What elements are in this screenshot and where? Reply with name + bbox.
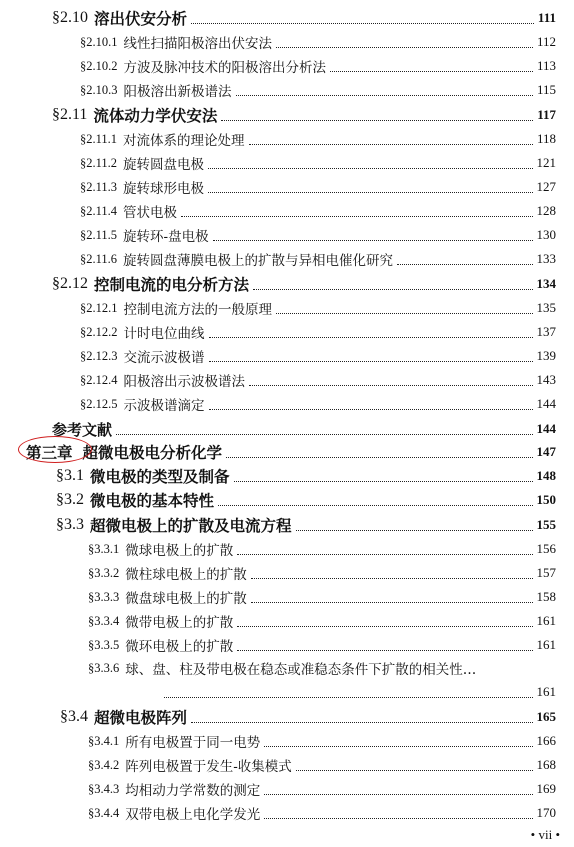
section-number: §3.3: [56, 516, 84, 533]
section-number: §3.4.3: [88, 781, 120, 796]
toc-entry: [0, 128, 556, 150]
toc-entry: [0, 730, 556, 752]
page-number: 111: [537, 10, 556, 25]
dot-leader: [218, 505, 532, 506]
page-number: 134: [536, 276, 556, 291]
section-number: §3.4.1: [88, 733, 120, 748]
entry-title: 所有电极置于同一电势: [125, 735, 261, 751]
section-number: §2.12.2: [80, 324, 118, 339]
entry-title: 溶出伏安分析: [94, 9, 188, 28]
entry-title: 旋转圆盘电极: [123, 157, 205, 173]
entry-title: 线性扫描阳极溶出伏安法: [123, 36, 272, 52]
toc-entry: [0, 681, 556, 703]
toc-entry: [0, 7, 556, 29]
page-number: 165: [536, 709, 556, 724]
section-number: §2.12: [52, 275, 88, 292]
entry-title: 管状电极: [123, 205, 178, 221]
chapter-label: 第三章: [22, 441, 77, 463]
section-number: §2.12.3: [80, 348, 118, 363]
section-number: §2.11.3: [80, 179, 118, 194]
section-number: §3.4: [60, 708, 88, 725]
dot-leader: [276, 47, 533, 48]
entry-title: 微电极的基本特性: [90, 491, 215, 510]
page-number: 166: [536, 733, 556, 748]
entry-title: 控制电流方法的一般原理: [123, 302, 272, 318]
toc-entry: [0, 55, 556, 77]
entry-title: 阵列电极置于发生-收集模式: [125, 759, 292, 775]
section-number: §3.2: [56, 491, 84, 508]
dot-leader: [253, 289, 532, 290]
dot-leader: [116, 434, 532, 435]
dot-leader: [234, 481, 533, 482]
entry-title: 旋转球形电极: [123, 181, 205, 197]
section-number: §2.11.2: [80, 155, 118, 170]
entry-title: 控制电流的电分析方法: [94, 275, 250, 294]
page-number: 113: [536, 58, 556, 73]
dot-leader: [226, 457, 532, 458]
dot-leader: [221, 120, 533, 121]
entry-title: 流体动力学伏安法: [93, 106, 218, 125]
page-number: 147: [536, 444, 556, 459]
dot-leader: [251, 602, 533, 603]
toc-entry: [0, 345, 556, 367]
toc-entry: [0, 418, 556, 440]
page-number: 128: [536, 203, 556, 218]
section-number: §2.10: [52, 9, 88, 26]
dot-leader: [264, 818, 532, 819]
section-number: §3.3.5: [88, 637, 120, 652]
entry-title: 旋转圆盘薄膜电极上的扩散与异相电催化研究: [123, 253, 394, 269]
entry-title: 微球电极上的扩散: [125, 543, 234, 559]
toc-entry: [0, 176, 556, 198]
entry-title: 微盘球电极上的扩散: [125, 591, 247, 607]
entry-title: 超微电极阵列: [94, 708, 188, 727]
page-number: 155: [536, 517, 556, 532]
entry-title: 旋转环-盘电极: [123, 229, 209, 245]
dot-leader: [181, 216, 532, 217]
section-number: §3.1: [56, 467, 84, 484]
toc-entry: [0, 754, 556, 776]
toc-entry: [0, 610, 556, 632]
entry-title: 示波极谱滴定: [123, 398, 205, 414]
toc-entry: [0, 489, 556, 511]
section-number: §2.11: [52, 106, 88, 123]
toc-entry: [0, 152, 556, 174]
page-number: 150: [536, 492, 556, 507]
page-number: 137: [536, 324, 556, 339]
page-number: 157: [536, 565, 556, 580]
dot-leader: [330, 71, 533, 72]
page-number: 143: [536, 372, 556, 387]
toc-entry: [0, 321, 556, 343]
toc-entry: [0, 224, 556, 246]
toc-entry: [0, 248, 556, 270]
section-number: §2.12.4: [80, 372, 118, 387]
entry-title: 阳极溶出新极谱法: [123, 84, 232, 100]
entry-title: 参考文献: [52, 420, 113, 439]
toc-entry: [0, 441, 556, 463]
entry-title: 双带电极上电化学发光: [125, 807, 261, 823]
page-number: 158: [536, 589, 556, 604]
toc-entry: [0, 273, 556, 295]
section-number: §3.3.6: [88, 660, 120, 675]
section-number: §3.4.4: [88, 805, 120, 820]
dot-leader: [237, 554, 532, 555]
section-number: §2.12.5: [80, 396, 118, 411]
dot-leader: [251, 578, 533, 579]
dot-leader: [249, 144, 533, 145]
entry-title: 超微电极上的扩散及电流方程: [90, 516, 292, 535]
page-number: 130: [536, 227, 556, 242]
page-number: 133: [536, 251, 556, 266]
section-number: §2.10.2: [80, 58, 118, 73]
entry-title: 方波及脉冲技术的阳极溶出分析法: [123, 60, 326, 76]
page-number: 161: [536, 637, 556, 652]
dot-leader: [209, 337, 533, 338]
toc-entry: [0, 778, 556, 800]
dot-leader: [276, 313, 533, 314]
page-number: 121: [536, 155, 556, 170]
toc-entry: [0, 79, 556, 101]
toc-entry: [0, 514, 556, 536]
entry-title: 微带电极上的扩散: [125, 615, 234, 631]
toc-entry: [0, 31, 556, 53]
toc-entry: [0, 586, 556, 608]
section-number: §3.3.1: [88, 541, 120, 556]
toc-entry: [0, 634, 556, 656]
page-number-footer: • vii •: [530, 827, 560, 842]
toc-entry: [0, 465, 556, 487]
toc-entry: [0, 393, 556, 415]
section-number: §2.11.5: [80, 227, 118, 242]
entry-title: 阳极溶出示波极谱法: [123, 374, 245, 390]
toc-entry: [0, 200, 556, 222]
page-number: 112: [536, 34, 556, 49]
page-number: 169: [536, 781, 556, 796]
red-circle-annotation: [18, 436, 92, 463]
section-number: §2.10.3: [80, 82, 118, 97]
entry-title: 超微电极电分析化学: [82, 443, 223, 462]
dot-leader: [191, 23, 534, 24]
page-number: 144: [536, 421, 556, 436]
dot-leader: [237, 626, 532, 627]
page-number: 170: [536, 805, 556, 820]
page-number: 118: [536, 131, 556, 146]
section-number: §2.10.1: [80, 34, 118, 49]
section-number: §2.11.6: [80, 251, 118, 266]
toc-entry: [0, 706, 556, 728]
section-number: §3.3.2: [88, 565, 120, 580]
dot-leader: [213, 240, 533, 241]
toc-entry: [0, 802, 556, 824]
dot-leader: [208, 168, 532, 169]
toc-entry: [0, 538, 556, 560]
dot-leader: [237, 650, 532, 651]
dot-leader: [264, 794, 532, 795]
toc-entry: [0, 562, 556, 584]
section-number: §2.11.1: [80, 131, 118, 146]
toc-entry: [0, 369, 556, 391]
entry-title: 均相动力学常数的测定: [125, 783, 261, 799]
dot-leader: [164, 697, 533, 698]
page-number: 148: [536, 468, 556, 483]
dot-leader: [208, 192, 532, 193]
page-number: 127: [536, 179, 556, 194]
dot-leader: [236, 95, 533, 96]
entry-title: 对流体系的理论处理: [123, 133, 245, 149]
page-number: 139: [536, 348, 556, 363]
page-number: 168: [536, 757, 556, 772]
toc-entry: [0, 297, 556, 319]
dot-leader: [397, 264, 532, 265]
section-number: §2.12.1: [80, 300, 118, 315]
toc-entry: [0, 104, 556, 126]
page-number: 161: [536, 684, 556, 699]
dot-leader: [209, 361, 533, 362]
dot-leader: [249, 385, 533, 386]
dot-leader: [264, 746, 532, 747]
entry-title: 微环电极上的扩散: [125, 639, 234, 655]
toc-entry: [0, 657, 556, 679]
section-number: §3.3.3: [88, 589, 120, 604]
entry-title: 计时电位曲线: [123, 326, 205, 342]
page-number: 144: [536, 396, 556, 411]
page-number: 161: [536, 613, 556, 628]
dot-leader: [209, 409, 533, 410]
section-number: §3.4.2: [88, 757, 120, 772]
page-number: 156: [536, 541, 556, 556]
dot-leader: [191, 722, 532, 723]
dot-leader: [296, 770, 533, 771]
page-number: 115: [536, 82, 556, 97]
entry-title: 交流示波极谱: [123, 350, 205, 366]
page-number: 117: [537, 107, 556, 122]
dot-leader: [296, 530, 533, 531]
section-number: §3.3.4: [88, 613, 120, 628]
entry-title: 微柱球电极上的扩散: [125, 567, 247, 583]
entry-title: 球、盘、柱及带电极在稳态或准稳态条件下扩散的相关性…: [125, 662, 477, 678]
section-number: §2.11.4: [80, 203, 118, 218]
page-number: 135: [536, 300, 556, 315]
entry-title: 微电极的类型及制备: [90, 467, 230, 486]
